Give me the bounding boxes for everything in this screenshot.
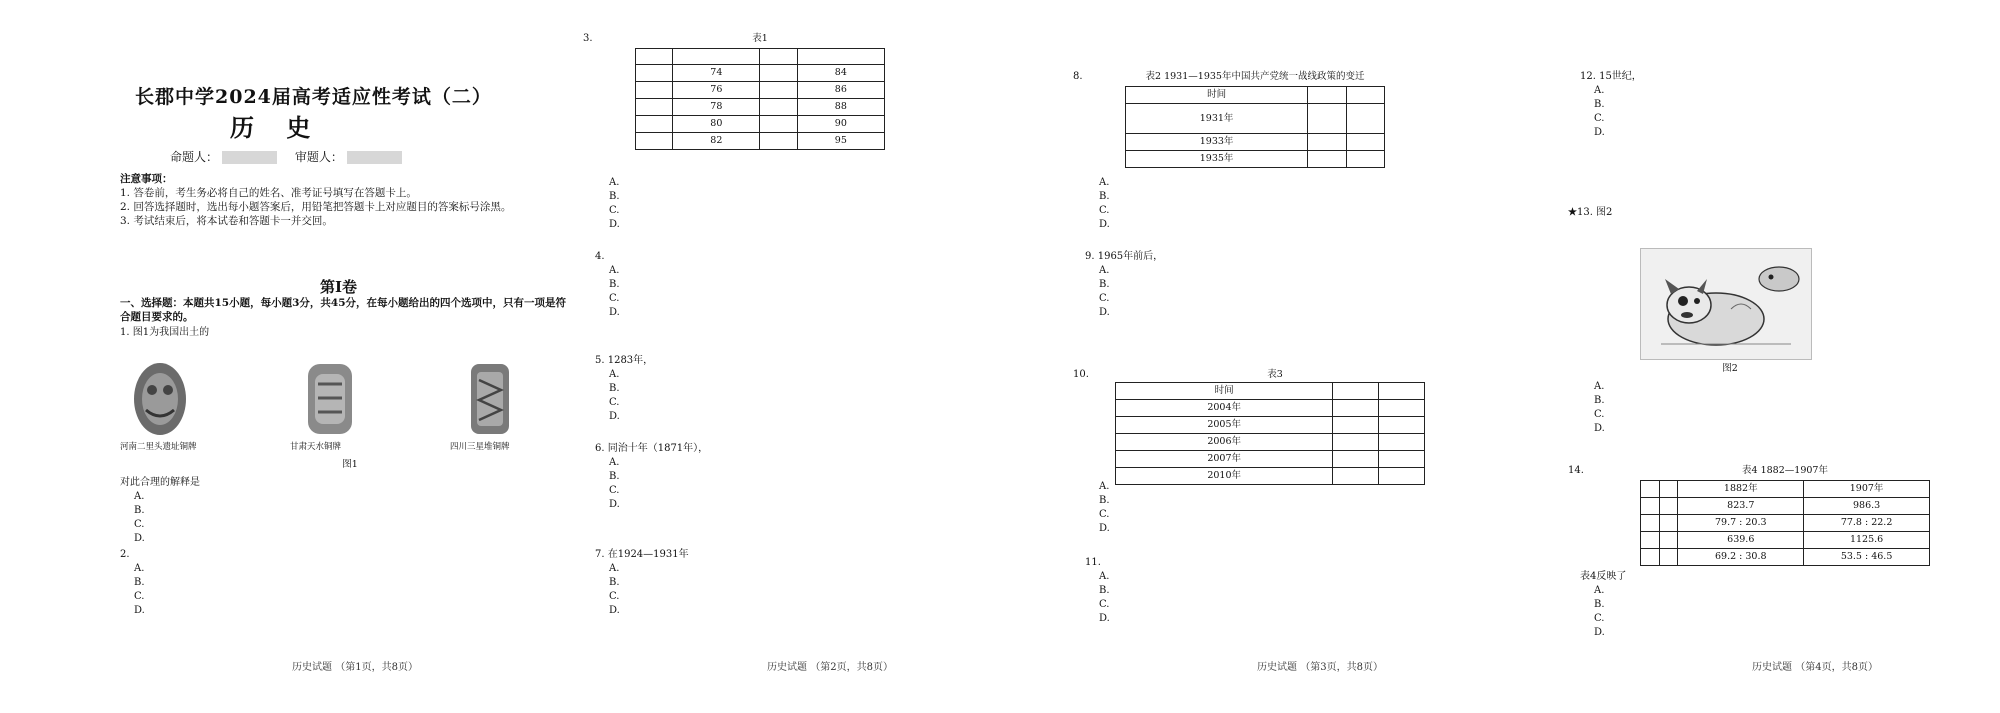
table-header-cell xyxy=(797,49,884,65)
question-8-body xyxy=(1085,176,1545,232)
q3-option-d[interactable]: D. xyxy=(609,219,620,230)
table-cell: 74 xyxy=(673,65,760,82)
table-row xyxy=(636,49,885,65)
question-14-lead: 表4反映了 xyxy=(1580,571,1627,582)
q11-option-c[interactable]: C. xyxy=(1099,599,1110,610)
table-row xyxy=(1116,434,1425,451)
question-3-body xyxy=(595,176,1055,232)
question-8-number: 8. xyxy=(1073,71,1083,82)
table-cell xyxy=(1641,515,1660,532)
q10-option-d[interactable]: D. xyxy=(1099,523,1110,534)
q10-option-c[interactable]: C. xyxy=(1099,509,1110,520)
figure-2-caption: 图2 xyxy=(1722,363,1738,374)
table-row xyxy=(1641,549,1930,566)
q2-option-d[interactable]: D. xyxy=(134,605,145,616)
question-12-stem: 12. 15世纪， xyxy=(1580,71,1642,82)
table-cell: 2005年 xyxy=(1116,417,1333,434)
page-1 xyxy=(120,0,590,713)
q12-option-d[interactable]: D. xyxy=(1594,127,1605,138)
table-header-cell: 1907年 xyxy=(1804,481,1930,498)
table-cell: 88 xyxy=(797,99,884,116)
table-2-wrapper xyxy=(1125,86,1395,168)
table-1-wrapper xyxy=(635,48,895,150)
subject-title: 历 史 xyxy=(230,113,323,142)
table-cell: 90 xyxy=(797,116,884,133)
question-11-body xyxy=(1085,556,1545,626)
table-4-caption: 表4 1882—1907年 xyxy=(1742,465,1828,476)
table-cell: 1933年 xyxy=(1126,134,1308,151)
school-title: 长郡中学2024届高考适应性考试（二） xyxy=(135,86,492,108)
table-cell xyxy=(1659,549,1678,566)
table-cell xyxy=(760,65,797,82)
q13-option-d[interactable]: D. xyxy=(1594,423,1605,434)
author-label: 命题人： xyxy=(170,150,219,164)
q7-option-b[interactable]: B. xyxy=(609,577,620,588)
table-header-cell: 时间 xyxy=(1126,87,1308,104)
artifact-2-label: 甘肃天水铜牌 xyxy=(290,442,342,452)
table-header-cell: 时间 xyxy=(1116,383,1333,400)
table-row xyxy=(1116,383,1425,400)
q6-option-b[interactable]: B. xyxy=(609,471,620,482)
table-cell xyxy=(760,82,797,99)
question-13-body xyxy=(1580,380,2000,436)
table-row xyxy=(636,116,885,133)
table-cell: 986.3 xyxy=(1804,498,1930,515)
table-4 xyxy=(1640,480,1930,566)
table-cell: 2007年 xyxy=(1116,451,1333,468)
table-cell: 2004年 xyxy=(1116,400,1333,417)
table-header-cell: 1882年 xyxy=(1678,481,1804,498)
page-4 xyxy=(1568,0,2000,713)
q8-option-c[interactable]: C. xyxy=(1099,205,1110,216)
question-3-number: 3. xyxy=(583,33,593,44)
table-row xyxy=(1126,134,1385,151)
table-cell xyxy=(760,133,797,150)
question-5-stem: 5. 1283年， xyxy=(595,355,654,366)
page-3-footer: 历史试题 （第3页，共8页） xyxy=(1257,662,1383,673)
table-3-caption: 表3 xyxy=(1267,369,1283,380)
artifact-2-image xyxy=(300,360,360,438)
q4-option-a[interactable]: A. xyxy=(609,265,620,276)
table-cell: 79.7 : 20.3 xyxy=(1678,515,1804,532)
question-1-lead: 对此合理的解释是 xyxy=(120,477,200,488)
table-row xyxy=(1116,400,1425,417)
table-header-cell xyxy=(1346,87,1384,104)
q6-option-c[interactable]: C. xyxy=(609,485,620,496)
table-cell xyxy=(636,133,673,150)
table-cell xyxy=(1308,104,1346,134)
q9-option-a[interactable]: A. xyxy=(1099,265,1110,276)
table-cell: 823.7 xyxy=(1678,498,1804,515)
table-cell xyxy=(1333,400,1379,417)
table-cell: 2010年 xyxy=(1116,468,1333,485)
table-cell: 69.2 : 30.8 xyxy=(1678,549,1804,566)
table-cell xyxy=(1641,532,1660,549)
table-row xyxy=(1126,87,1385,104)
table-cell xyxy=(1659,515,1678,532)
reviewer-label: 审题人： xyxy=(294,150,343,164)
table-cell: 1125.6 xyxy=(1804,532,1930,549)
table-cell xyxy=(636,116,673,133)
question-1-body xyxy=(120,476,580,546)
q12-option-c[interactable]: C. xyxy=(1594,113,1605,124)
table-cell xyxy=(636,82,673,99)
table-header-cell xyxy=(1379,383,1425,400)
question-13-header xyxy=(1568,206,2000,220)
q1-option-b[interactable]: B. xyxy=(134,505,145,516)
q10-option-a[interactable]: A. xyxy=(1099,481,1110,492)
page-3 xyxy=(1073,0,1555,713)
page-1-footer: 历史试题 （第1页，共8页） xyxy=(292,662,418,673)
page-2 xyxy=(583,0,1065,713)
table-cell xyxy=(760,116,797,133)
question-10-number: 10. xyxy=(1073,369,1089,380)
question-11-stem: 11. xyxy=(1085,557,1101,568)
page-4-footer: 历史试题 （第4页，共8页） xyxy=(1752,662,1878,673)
table-2-caption: 表2 1931—1935年中国共产党统一战线政策的变迁 xyxy=(1145,71,1365,82)
table-row xyxy=(1641,515,1930,532)
question-6-body xyxy=(595,442,1055,512)
table-cell: 82 xyxy=(673,133,760,150)
table-1 xyxy=(635,48,885,150)
question-12-body xyxy=(1580,70,2000,140)
q9-option-c[interactable]: C. xyxy=(1099,293,1110,304)
notice-block xyxy=(120,172,575,228)
q7-option-a[interactable]: A. xyxy=(609,563,620,574)
table-row xyxy=(636,99,885,116)
q12-option-a[interactable]: A. xyxy=(1594,85,1605,96)
q4-option-d[interactable]: D. xyxy=(609,307,620,318)
question-2-stem: 2. xyxy=(120,549,130,560)
table-cell xyxy=(1379,451,1425,468)
q1-option-c[interactable]: C. xyxy=(134,519,145,530)
q6-option-d[interactable]: D. xyxy=(609,499,620,510)
q8-option-a[interactable]: A. xyxy=(1099,177,1110,188)
q3-option-c[interactable]: C. xyxy=(609,205,620,216)
q1-option-d[interactable]: D. xyxy=(134,533,145,544)
table-cell xyxy=(1379,434,1425,451)
table-row xyxy=(636,133,885,150)
table-row xyxy=(1116,451,1425,468)
table-cell: 639.6 xyxy=(1678,532,1804,549)
table-row xyxy=(636,82,885,99)
q11-option-d[interactable]: D. xyxy=(1099,613,1110,624)
notice-title: 注意事项： xyxy=(120,173,173,185)
q5-option-a[interactable]: A. xyxy=(609,369,620,380)
table-header-cell xyxy=(673,49,760,65)
q7-option-c[interactable]: C. xyxy=(609,591,620,602)
q6-option-a[interactable]: A. xyxy=(609,457,620,468)
table-cell xyxy=(636,99,673,116)
q4-option-b[interactable]: B. xyxy=(609,279,620,290)
question-14-number: 14. xyxy=(1568,465,1584,476)
q11-option-a[interactable]: A. xyxy=(1099,571,1110,582)
table-row xyxy=(1116,417,1425,434)
q9-option-b[interactable]: B. xyxy=(1099,279,1110,290)
redacted-reviewer xyxy=(347,151,402,164)
q3-option-b[interactable]: B. xyxy=(609,191,620,202)
table-row xyxy=(1126,151,1385,168)
table-cell: 76 xyxy=(673,82,760,99)
q1-option-a[interactable]: A. xyxy=(134,491,145,502)
table-row xyxy=(1126,104,1385,134)
q5-option-c[interactable]: C. xyxy=(609,397,620,408)
table-header-cell xyxy=(1308,87,1346,104)
table-1-caption: 表1 xyxy=(752,33,768,44)
q13-option-c[interactable]: C. xyxy=(1594,409,1605,420)
table-header-cell xyxy=(636,49,673,65)
table-row xyxy=(1641,498,1930,515)
question-14-body xyxy=(1580,570,2000,640)
table-header-cell xyxy=(1333,383,1379,400)
table-4-wrapper xyxy=(1640,480,1940,566)
question-6-stem: 6. 同治十年（1871年）， xyxy=(595,443,709,454)
q14-option-a[interactable]: A. xyxy=(1594,585,1605,596)
question-9-stem: 9. 1965年前后， xyxy=(1085,251,1164,262)
cartoon-dog-image xyxy=(1640,248,1812,360)
q4-option-c[interactable]: C. xyxy=(609,293,620,304)
authors-line xyxy=(170,148,416,165)
table-cell: 86 xyxy=(797,82,884,99)
q10-option-b[interactable]: B. xyxy=(1099,495,1110,506)
table-cell xyxy=(1659,532,1678,549)
table-cell xyxy=(1659,498,1678,515)
table-cell xyxy=(1333,434,1379,451)
table-row xyxy=(1641,532,1930,549)
table-cell: 1931年 xyxy=(1126,104,1308,134)
table-cell xyxy=(1379,400,1425,417)
table-cell xyxy=(636,65,673,82)
table-cell xyxy=(760,99,797,116)
table-cell xyxy=(1346,134,1384,151)
artifact-3-image xyxy=(465,360,515,438)
q2-option-b[interactable]: B. xyxy=(134,577,145,588)
q8-option-d[interactable]: D. xyxy=(1099,219,1110,230)
q13-option-b[interactable]: B. xyxy=(1594,395,1605,406)
table-cell: 80 xyxy=(673,116,760,133)
q13-option-a[interactable]: A. xyxy=(1594,381,1605,392)
question-1-stem: 1. 图1为我国出土的 xyxy=(120,327,210,338)
table-cell: 2006年 xyxy=(1116,434,1333,451)
table-cell xyxy=(1333,451,1379,468)
redacted-author xyxy=(222,151,277,164)
artifact-3-label: 四川三星堆铜牌 xyxy=(450,442,510,452)
table-cell xyxy=(1346,151,1384,168)
q14-option-d[interactable]: D. xyxy=(1594,627,1605,638)
artifact-1-label: 河南二里头遗址铜牌 xyxy=(120,442,197,452)
table-cell: 53.5 : 46.5 xyxy=(1804,549,1930,566)
question-13-stem: 13. 图2 xyxy=(1576,207,1613,218)
table-row xyxy=(1641,481,1930,498)
question-4-body xyxy=(595,250,1055,320)
section-title: 第Ⅰ卷 xyxy=(320,278,358,296)
table-cell: 84 xyxy=(797,65,884,82)
table-header-cell xyxy=(1659,481,1678,498)
table-row xyxy=(636,65,885,82)
table-cell xyxy=(1641,498,1660,515)
question-2-body xyxy=(120,548,580,618)
table-3-wrapper xyxy=(1115,382,1435,485)
q14-option-c[interactable]: C. xyxy=(1594,613,1605,624)
table-cell xyxy=(1641,549,1660,566)
q11-option-b[interactable]: B. xyxy=(1099,585,1110,596)
question-9-body xyxy=(1085,250,1545,320)
q5-option-b[interactable]: B. xyxy=(609,383,620,394)
question-10-body xyxy=(1085,480,1545,536)
notice-item-1: 1. 答卷前，考生务必将自己的姓名、准考证号填写在答题卡上。 xyxy=(120,187,417,199)
table-cell: 95 xyxy=(797,133,884,150)
table-cell: 1935年 xyxy=(1126,151,1308,168)
notice-item-2: 2. 回答选择题时，选出每小题答案后，用铅笔把答题卡上对应题目的答案标号涂黑。 xyxy=(120,201,512,213)
table-cell xyxy=(1379,417,1425,434)
table-cell xyxy=(1308,151,1346,168)
question-7-body xyxy=(595,548,1055,618)
q8-option-b[interactable]: B. xyxy=(1099,191,1110,202)
notice-item-3: 3. 考试结束后，将本试卷和答题卡一并交回。 xyxy=(120,215,333,227)
q5-option-d[interactable]: D. xyxy=(609,411,620,422)
table-cell xyxy=(1308,134,1346,151)
table-cell: 78 xyxy=(673,99,760,116)
q3-option-a[interactable]: A. xyxy=(609,177,620,188)
question-5-body xyxy=(595,354,1055,424)
question-7-stem: 7. 在1924—1931年 xyxy=(595,549,689,560)
q12-option-b[interactable]: B. xyxy=(1594,99,1605,110)
artifact-1-image xyxy=(130,360,190,438)
table-3 xyxy=(1115,382,1425,485)
star-icon: ★ xyxy=(1568,207,1577,218)
q2-option-a[interactable]: A. xyxy=(134,563,145,574)
table-header-cell xyxy=(760,49,797,65)
table-cell xyxy=(1346,104,1384,134)
page-2-footer: 历史试题 （第2页，共8页） xyxy=(767,662,893,673)
table-cell: 77.8 : 22.2 xyxy=(1804,515,1930,532)
table-cell xyxy=(1333,417,1379,434)
figure-1-caption: 图1 xyxy=(342,459,358,470)
q7-option-d[interactable]: D. xyxy=(609,605,620,616)
table-2 xyxy=(1125,86,1385,168)
question-4-stem: 4. xyxy=(595,251,605,262)
q2-option-c[interactable]: C. xyxy=(134,591,145,602)
q14-option-b[interactable]: B. xyxy=(1594,599,1605,610)
q9-option-d[interactable]: D. xyxy=(1099,307,1110,318)
part-heading: 一、选择题：本题共15小题，每小题3分，共45分，在每小题给出的四个选项中，只有一项是符合题目要求的。 xyxy=(120,297,567,323)
table-header-cell xyxy=(1641,481,1660,498)
